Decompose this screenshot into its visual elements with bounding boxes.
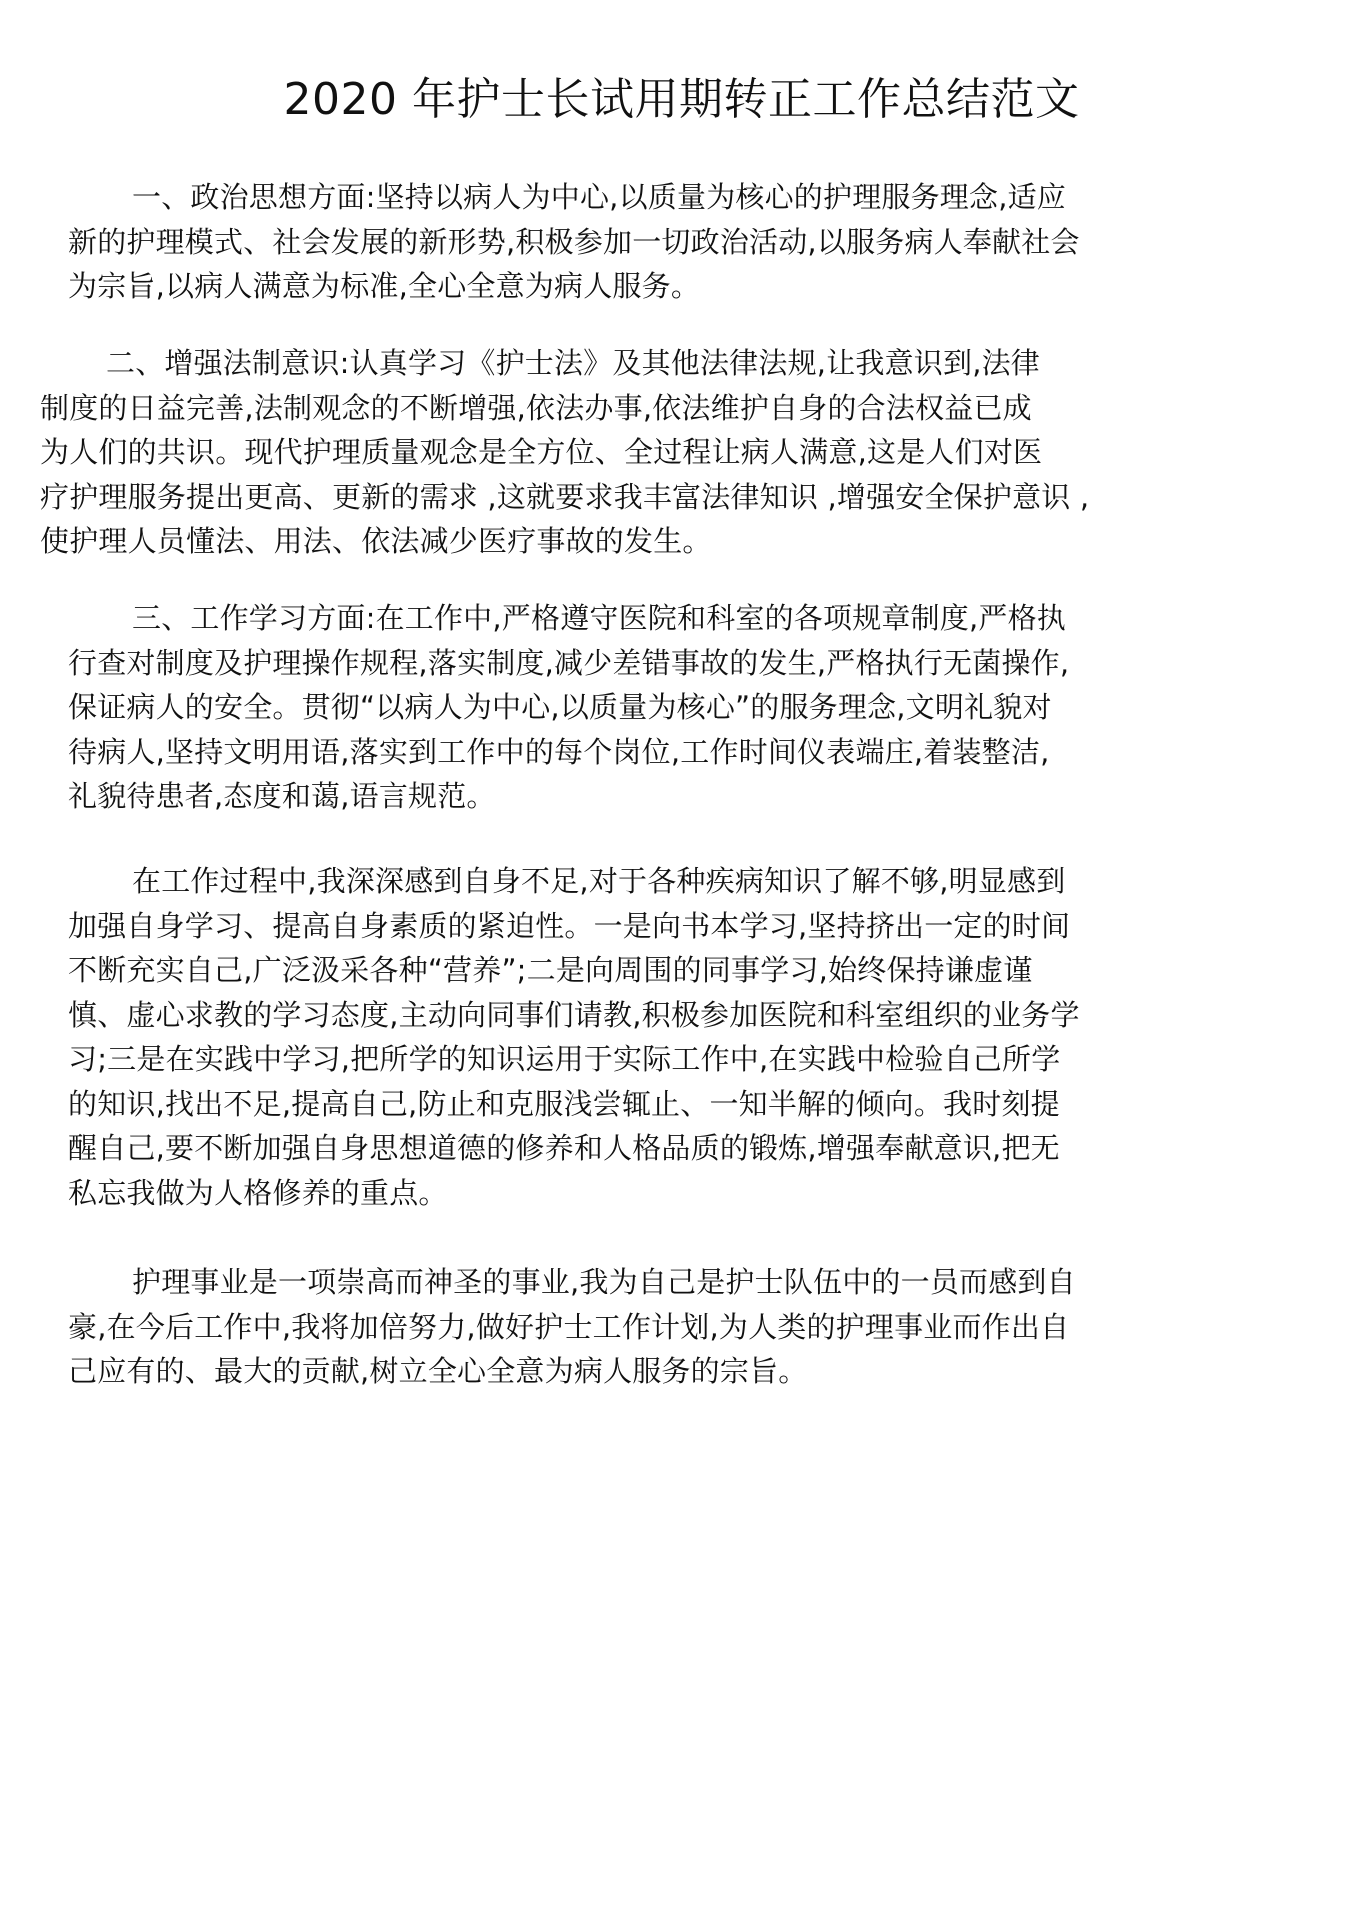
- paragraph-line: 不断充实自己,广泛汲采各种“营养”;二是向周围的同事学习,始终保持谦虚谨: [68, 953, 1033, 987]
- paragraph-line: 习;三是在实践中学习,把所学的知识运用于实际工作中,在实践中检验自己所学: [68, 1042, 1061, 1076]
- document-title: 2020 年护士长试用期转正工作总结范文: [283, 74, 1080, 125]
- paragraph-line: 私忘我做为人格修养的重点。: [68, 1175, 448, 1210]
- paragraph-line: 制度的日益完善,法制观念的不断增强,依法办事,依法维护自身的合法权益已成: [40, 390, 1032, 425]
- paragraph-line: 在工作过程中,我深深感到自身不足,对于各种疾病知识了解不够,明显感到: [132, 864, 1066, 898]
- paragraph-line: 醒自己,要不断加强自身思想道德的修养和人格品质的锻炼,增强奉献意识,把无: [68, 1131, 1060, 1165]
- paragraph-line: 行查对制度及护理操作规程,落实制度,减少差错事故的发生,严格执行无菌操作,: [68, 645, 1070, 680]
- paragraph-line: 护理事业是一项崇高而神圣的事业,我为自己是护士队伍中的一员而感到自: [132, 1265, 1076, 1299]
- paragraph-line: 慎、虚心求教的学习态度,主动向同事们请教,积极参加医院和科室组织的业务学: [68, 997, 1080, 1032]
- paragraph-conclusion: [68, 1260, 1076, 1394]
- paragraph-line: 待病人,坚持文明用语,落实到工作中的每个岗位,工作时间仪表端庄,着装整洁,: [68, 734, 1050, 769]
- paragraph-line: 为人们的共识。现代护理质量观念是全方位、全过程让病人满意,这是人们对医: [40, 435, 1043, 469]
- paragraph-line: 的知识,找出不足,提高自己,防止和克服浅尝辄止、一知半解的倾向。我时刻提: [68, 1086, 1060, 1121]
- paragraph-line: 使护理人员懂法、用法、依法减少医疗事故的发生。: [40, 524, 712, 558]
- paragraph-line: 疗护理服务提出更高、更新的需求 ,这就要求我丰富法律知识 ,增强安全保护意识 ,: [40, 479, 1090, 514]
- paragraph-line: 保证病人的安全。贯彻“以病人为中心,以质量为核心”的服务理念,文明礼貌对: [68, 690, 1052, 724]
- paragraph-self-improvement: [68, 859, 1080, 1215]
- paragraph-line: 新的护理模式、社会发展的新形势,积极参加一切政治活动,以服务病人奉献社会: [68, 224, 1080, 259]
- paragraph-line: 为宗旨,以病人满意为标准,全心全意为病人服务。: [68, 269, 701, 303]
- paragraph-line: 三、工作学习方面:在工作中,严格遵守医院和科室的各项规章制度,严格执: [132, 601, 1067, 635]
- paragraph-line: 豪,在今后工作中,我将加倍努力,做好护士工作计划,为人类的护理事业而作出自: [68, 1309, 1070, 1344]
- paragraph-line: 加强自身学习、提高自身素质的紧迫性。一是向书本学习,坚持挤出一定的时间: [68, 908, 1071, 943]
- paragraph-line: 一、政治思想方面:坚持以病人为中心,以质量为核心的护理服务理念,适应: [132, 180, 1067, 214]
- paragraph-political-thought: [68, 175, 1080, 309]
- paragraph-line: 二、增强法制意识:认真学习《护士法》及其他法律法规,让我意识到,法律: [106, 346, 1041, 380]
- paragraph-work-study: [68, 596, 1069, 819]
- paragraph-line: 己应有的、最大的贡献,树立全心全意为病人服务的宗旨。: [68, 1354, 808, 1388]
- paragraph-legal-awareness: [40, 341, 1089, 564]
- paragraph-line: 礼貌待患者,态度和蔼,语言规范。: [68, 779, 496, 813]
